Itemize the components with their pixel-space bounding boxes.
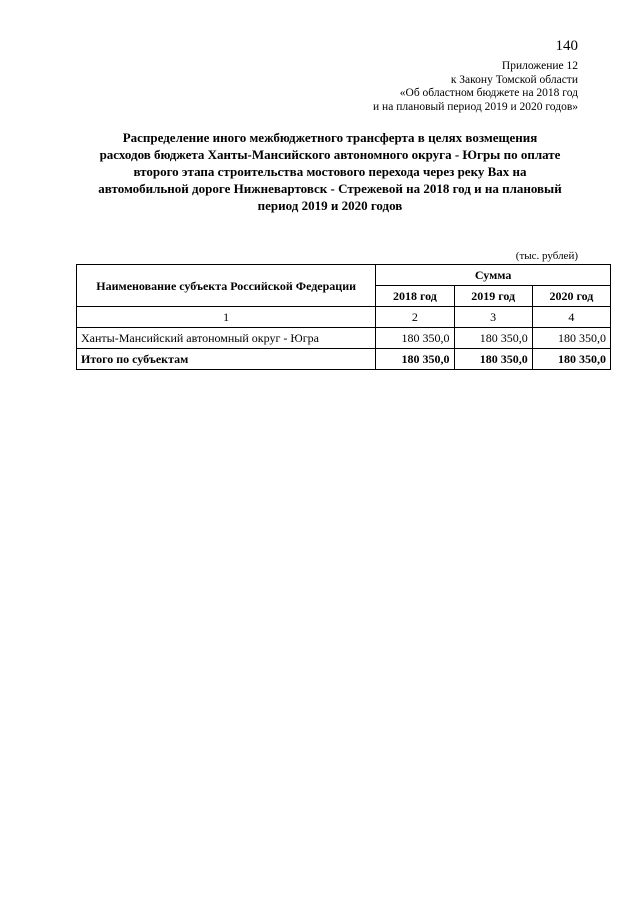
appendix-line: к Закону Томской области xyxy=(450,73,578,86)
name-column-header: Наименование субъекта Российской Федерации xyxy=(77,265,376,307)
table-total-row xyxy=(77,349,611,370)
title-line: период 2019 и 2020 годов xyxy=(257,198,403,213)
year-header: 2018 год xyxy=(376,286,454,307)
total-amount-cell: 180 350,0 xyxy=(532,349,610,370)
subject-name: Ханты-Мансийский автономный округ - Югра xyxy=(77,328,376,349)
title-line: второго этапа строительства мостового перехода через реку Вах на xyxy=(133,164,527,179)
table-index-row xyxy=(77,307,611,328)
title-line: автомобильной дороге Нижневартовск - Стрежевой на 2018 год и на плановый xyxy=(98,181,562,196)
sum-column-header: Сумма xyxy=(376,265,611,286)
total-amount-cell: 180 350,0 xyxy=(376,349,454,370)
amount-cell: 180 350,0 xyxy=(454,328,532,349)
table-row xyxy=(77,328,611,349)
amount-cell: 180 350,0 xyxy=(376,328,454,349)
appendix-line: и на плановый период 2019 и 2020 годов» xyxy=(373,100,578,113)
appendix-header xyxy=(373,60,578,114)
column-index: 3 xyxy=(454,307,532,328)
column-index: 4 xyxy=(532,307,610,328)
table-header-row xyxy=(77,265,611,286)
total-amount-cell: 180 350,0 xyxy=(454,349,532,370)
appendix-line: «Об областном бюджете на 2018 год xyxy=(399,87,578,99)
title-line: расходов бюджета Ханты-Мансийского автономного округа - Югры по оплате xyxy=(99,147,561,162)
column-index: 2 xyxy=(376,307,454,328)
total-label: Итого по субъектам xyxy=(77,349,376,370)
year-header: 2020 год xyxy=(532,286,610,307)
units-label: (тыс. рублей) xyxy=(515,250,578,262)
amount-cell: 180 350,0 xyxy=(532,328,610,349)
appendix-line: Приложение 12 xyxy=(501,60,578,72)
distribution-table xyxy=(76,264,611,370)
year-header: 2019 год xyxy=(454,286,532,307)
title-line: Распределение иного межбюджетного трансферта в целях возмещения xyxy=(122,130,538,145)
document-title xyxy=(70,129,590,214)
page-number: 140 xyxy=(555,38,578,54)
column-index: 1 xyxy=(77,307,376,328)
